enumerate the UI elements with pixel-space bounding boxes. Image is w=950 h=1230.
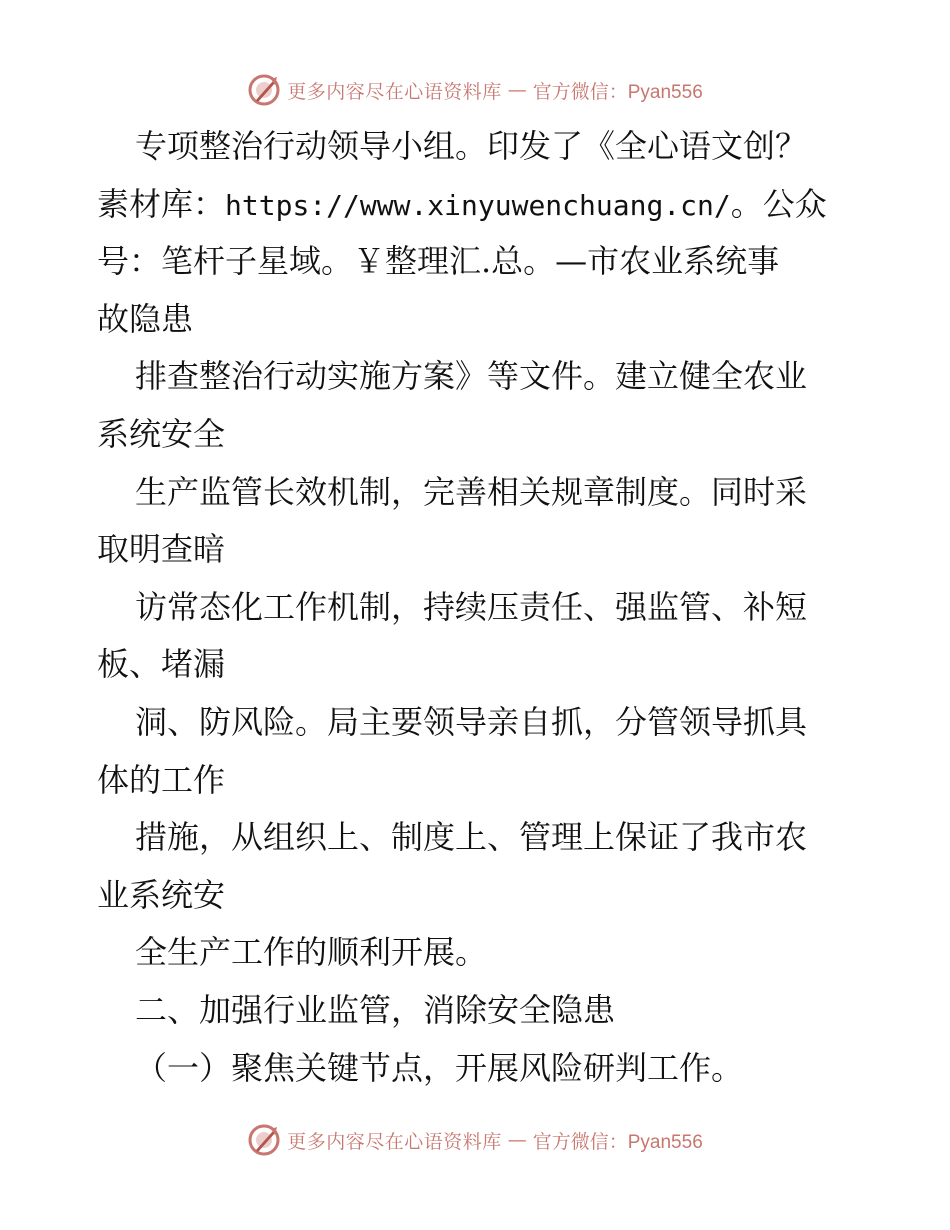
document-body xyxy=(97,118,857,1097)
body-line-5: 排查整治行动实施方案》等文件。建立健全农业 xyxy=(135,357,808,396)
header-wechat: 官方微信：Pyan556 xyxy=(532,81,703,103)
footer-slogan: 更多内容尽在心语资料库 xyxy=(287,1130,502,1153)
body-line-14: 业系统安 xyxy=(97,875,226,914)
body-line-2-prefix: 素材库： xyxy=(97,184,226,223)
section-heading-2: 二、加强行业监管，消除安全隐患 xyxy=(135,990,616,1029)
footer-wechat: 官方微信：Pyan556 xyxy=(532,1131,703,1153)
footer-banner xyxy=(0,1120,950,1160)
body-line-7: 生产监管长效机制，完善相关规章制度。同时采 xyxy=(135,472,808,511)
quill-logo-icon xyxy=(247,1123,281,1157)
header-slogan: 更多内容尽在心语资料库 xyxy=(287,80,502,103)
header-banner-inner xyxy=(247,73,703,107)
header-separator: — xyxy=(507,79,527,101)
footer-banner-inner xyxy=(247,1123,703,1157)
body-line-6: 系统安全 xyxy=(97,414,226,453)
body-line-9: 访常态化工作机制，持续压责任、强监管、补短 xyxy=(135,587,808,626)
header-banner xyxy=(0,70,950,110)
body-line-3: 号：笔杆子星域。￥整理汇.总。—市农业系统事 xyxy=(97,242,780,281)
source-url-link[interactable]: https://www.xinyuwenchuang.cn/ xyxy=(225,188,731,222)
quill-logo-icon xyxy=(247,73,281,107)
body-line-1: 专项整治行动领导小组。印发了《全心语文创？ xyxy=(135,127,808,165)
body-line-4: 故隐患 xyxy=(97,299,194,338)
body-line-10: 板、堵漏 xyxy=(97,645,226,684)
body-line-11: 洞、防风险。局主要领导亲自抓，分管领导抓具 xyxy=(135,702,808,741)
body-line-15: 全生产工作的顺利开展。 xyxy=(135,933,488,972)
body-line-12: 体的工作 xyxy=(97,760,226,799)
body-line-13: 措施，从组织上、制度上、管理上保证了我市农 xyxy=(135,818,808,857)
body-line-2 xyxy=(97,176,857,234)
body-line-8: 取明查暗 xyxy=(97,530,226,569)
footer-separator: — xyxy=(507,1129,527,1151)
subsection-heading-1: （一）聚焦关键节点，开展风险研判工作。 xyxy=(135,1048,744,1087)
body-line-2-suffix: 。公众 xyxy=(730,184,827,223)
